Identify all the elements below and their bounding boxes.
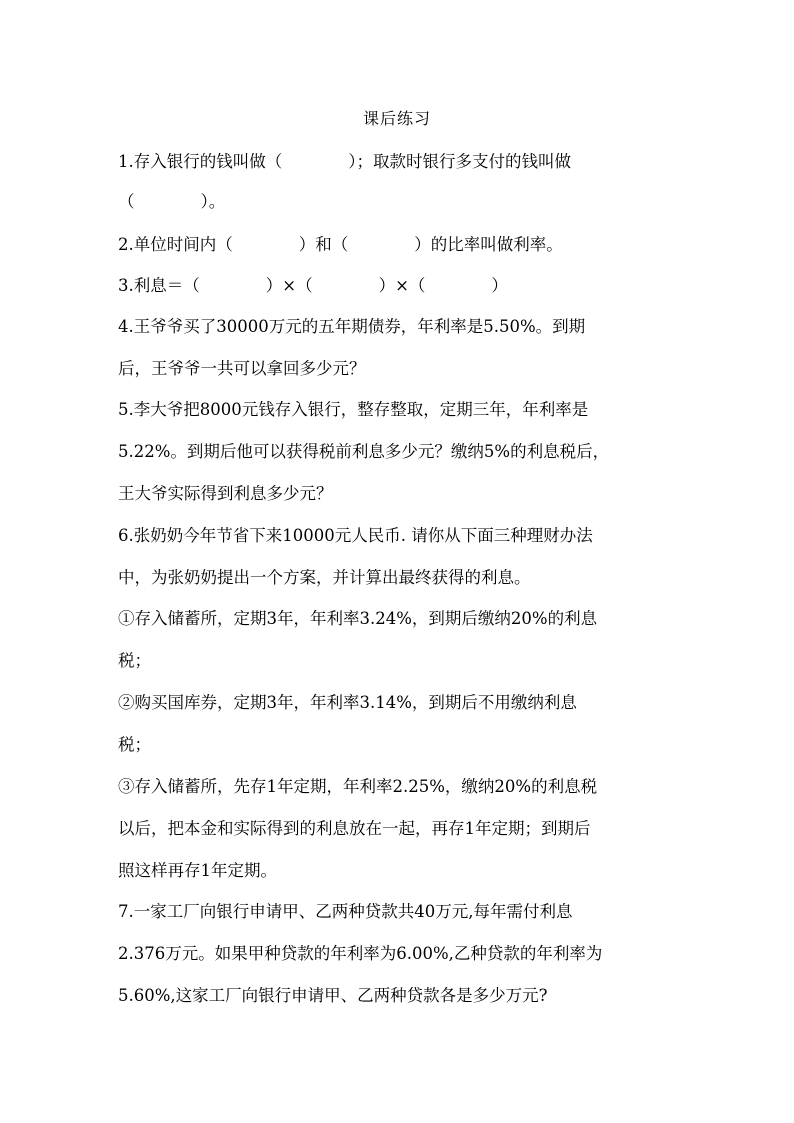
- question-5-line-1: 5.李大爷把8000元钱存入银行，整存整取，定期三年，年利率是: [118, 400, 589, 419]
- question-7-line-2: 2.376万元。如果甲种贷款的年利率为6.00%,乙种贷款的年利率为: [118, 944, 603, 963]
- question-2-line: 2.单位时间内（ ）和（ ）的比率叫做利率。: [118, 235, 563, 254]
- option-3-line-3: 照这样再存1年定期。: [118, 861, 277, 880]
- question-1-line-2: （ ）。: [118, 192, 226, 211]
- option-2-line-1: ②购买国库券，定期3年，年利率3.14%，到期后不用缴纳利息: [118, 693, 577, 712]
- question-5-line-3: 王大爷实际得到利息多少元？: [118, 484, 333, 503]
- question-5-line-2: 5.22%。到期后他可以获得税前利息多少元？缴纳5%的利息税后，: [118, 442, 610, 461]
- question-1-line-1: 1.存入银行的钱叫做（ ）；取款时银行多支付的钱叫做: [118, 152, 571, 171]
- page-title: 课后练习: [362, 109, 431, 128]
- option-1-line-1: ①存入储蓄所，定期3年，年利率3.24%，到期后缴纳20%的利息: [118, 609, 598, 628]
- question-7-line-3: 5.60%,这家工厂向银行申请甲、乙两种贷款各是多少万元?: [118, 986, 548, 1005]
- question-6-line-2: 中，为张奶奶提出一个方案，并计算出最终获得的利息。: [118, 568, 531, 587]
- question-3-line: 3.利息＝（ ）×（ ）×（ ）: [118, 276, 508, 295]
- option-3-line-1: ③存入储蓄所，先存1年定期，年利率2.25%，缴纳20%的利息税: [118, 777, 598, 796]
- option-2-line-2: 税；: [118, 735, 151, 754]
- question-4-line-2: 后，王爷爷一共可以拿回多少元？: [118, 359, 366, 378]
- option-3-line-2: 以后，把本金和实际得到的利息放在一起，再存1年定期；到期后: [118, 819, 591, 838]
- question-6-line-1: 6.张奶奶今年节省下来10000元人民币. 请你从下面三种理财办法: [118, 526, 593, 545]
- option-1-line-2: 税；: [118, 651, 151, 670]
- question-4-line-1: 4.王爷爷买了30000万元的五年期债券，年利率是5.50%。到期: [118, 317, 586, 336]
- question-7-line-1: 7.一家工厂向银行申请甲、乙两种贷款共40万元,每年需付利息: [118, 902, 573, 921]
